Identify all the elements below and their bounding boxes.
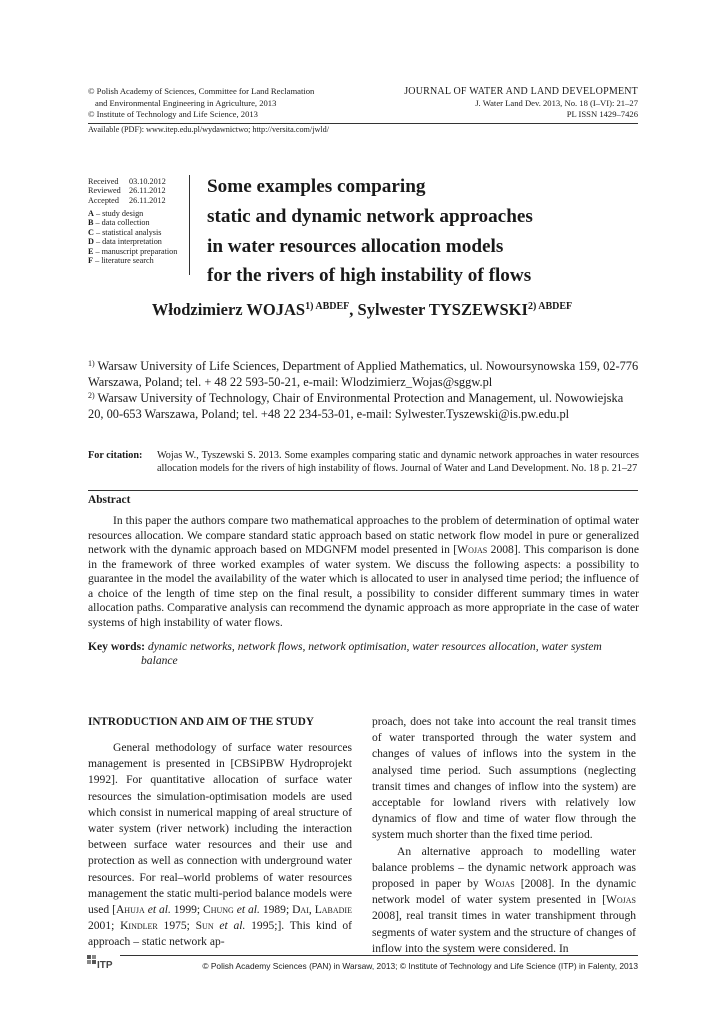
title-line: Some examples comparing: [207, 176, 426, 197]
paper-title: [207, 172, 533, 291]
keywords: [88, 640, 639, 668]
code-row: E – manuscript preparation: [88, 246, 178, 256]
journal-reference: J. Water Land Dev. 2013, No. 18 (I–VI): 21–27: [475, 97, 638, 108]
author-superscript: 1) ABDEF: [305, 301, 350, 312]
availability-line: Available (PDF): www.itep.edu.pl/wydawnictwo; http://versita.com/jwld/: [88, 125, 330, 134]
affiliations: [88, 358, 640, 422]
code-row: D – data interpretation: [88, 237, 162, 247]
paragraph: proach, does not take into account the real transit times of water transported through the water system and changes of values of inflows into the system in the analysed time period. Such assumptions (neglecting transit times and changes of inflow into the system) are acceptable for lowland rivers with relatively low dynamics of flow and time of water flow through the system much shorter than the fixed time period.: [372, 716, 636, 842]
paragraph: General methodology of surface water resources management is presented in [CBSiPBW Hydroprojekt 1992]. For quantitative allocation of surface water resources the simulation-optimisation models are used which consist in numerical mapping of areal structure of water system (river network) including the interaction between surface water resources and their use and protection as well as connection with underground water resources. For real–world problems of water resources management the static multi-period balance models were used [Ahuja et al. 1999; Chung et al. 1989; Dai, Labadie 2001; Kindler 1975; Sun et al. 1995;]. This kind of approach – static network ap-: [88, 742, 352, 949]
header-divider: [88, 123, 638, 124]
journal-issn: PL ISSN 1429–7426: [566, 109, 638, 120]
abstract-heading: Abstract: [88, 494, 131, 506]
author-superscript: 2) ABDEF: [527, 301, 573, 312]
abstract-text: In this paper the authors compare two mathematical approaches to the problem of determination of optimal water resources allocation. We compare standard static approach based on static network flow model in pure or generalized network with the dynamic approach based on MDGNFM model presented in [Wojas 2008]. This comparison is done in the framework of three worked examples of water system. We discuss the following aspects: a possibility to guarantee in the model the availability of the water which is allocated to user in analysed time period; the influence of a choice of the length of time step on the final result, a possibility to consider different summary times in water allocation paths. Comparative analysis can recommend the dynamic approach as more appropriate in the case of water systems of high instability of water flows.: [88, 514, 640, 629]
left-column: [88, 740, 352, 951]
author-name: Włodzimierz WOJAS: [151, 300, 306, 319]
reference-author: Wojas: [457, 543, 488, 557]
citation-label: For citation:: [88, 450, 143, 461]
section-heading: INTRODUCTION AND AIM OF THE STUDY: [88, 716, 314, 728]
logo-text: ITP: [97, 960, 113, 971]
footer-copyright: © Polish Academy Sciences (PAN) in Warsaw, 2013; © Institute of Technology and Life Science (ITP) in Falenty, 2013: [202, 961, 638, 971]
author-separator: ,: [349, 300, 358, 319]
submission-dates: [88, 177, 166, 205]
keywords-label: Key words:: [88, 640, 145, 653]
citation-text: Wojas W., Tyszewski S. 2013. Some examples comparing static and dynamic network approaches in water resources allocation models for the rivers of high instability of flows. Journal of Water and Land Development. No. 18 p. 21–27: [157, 450, 639, 474]
itp-logo-icon: [86, 952, 120, 974]
keywords-list: dynamic networks, network flows, network optimisation, water resources allocation, water system: [145, 640, 602, 653]
affiliation-mark: 1): [88, 359, 95, 368]
code-row: A – study design: [88, 209, 144, 218]
copyright-block: [88, 86, 314, 121]
right-column: [372, 714, 636, 957]
affiliation-mark: 2): [88, 391, 95, 400]
copyright-line-2: and Environmental Engineering in Agriculture, 2013: [95, 97, 277, 108]
code-row: C – statistical analysis: [88, 227, 162, 237]
journal-title: JOURNAL OF WATER AND LAND DEVELOPMENT: [404, 86, 638, 97]
affiliation-2: $^{2)}$ Warsaw University of Technology, Chair of Environmental Protection and Management, ul. Nowowiejska 20, 00-653 Warszawa, Poland; tel. +48 22 234-53-01, e-mail: Sylwester.Tyszewski@is.pw.edu.pl: [88, 391, 624, 421]
journal-info: [404, 86, 638, 121]
code-row: B – data collection: [88, 218, 150, 228]
author-name: Sylwester TYSZEWSKI: [357, 300, 528, 319]
copyright-line-1: © Polish Academy of Sciences, Committee for Land Reclamation: [88, 86, 315, 96]
title-line: in water resources allocation models: [207, 235, 504, 257]
date-row-reviewed: Reviewed 26.11.2012: [88, 186, 166, 196]
title-line: for the rivers of high instability of flows: [207, 265, 532, 287]
title-vertical-divider: [189, 175, 190, 275]
keywords-list-continued: balance: [141, 654, 178, 667]
affiliation-1: $^{1)}$ Warsaw University of Life Sciences, Department of Applied Mathematics, ul. Nowoursynowska 159, 02-776 Warszawa, Poland; tel. + 48 22 593-50-21, e-mail: Wlodzimierz_Wojas@sggw.pl: [88, 359, 639, 389]
date-row-accepted: Accepted 26.11.2012: [88, 195, 166, 205]
contribution-codes: [88, 209, 177, 265]
title-line: static and dynamic network approaches: [207, 205, 533, 227]
copyright-line-3: © Institute of Technology and Life Science, 2013: [88, 109, 258, 120]
date-row-received: Received 03.10.2012: [88, 177, 166, 186]
author-line: [0, 300, 724, 320]
paragraph: An alternative approach to modelling water balance problems – the dynamic network approach was proposed in paper by Wojas [2008]. In the dynamic network model of water system presented in [Wojas 2008], real transit times in water transhipment through segments of water system and the structure of changes of inflow into the system were considered. In: [372, 845, 636, 955]
footer-divider: [120, 955, 638, 956]
citation-divider: [88, 490, 638, 491]
code-row: F – literature search: [88, 256, 154, 266]
